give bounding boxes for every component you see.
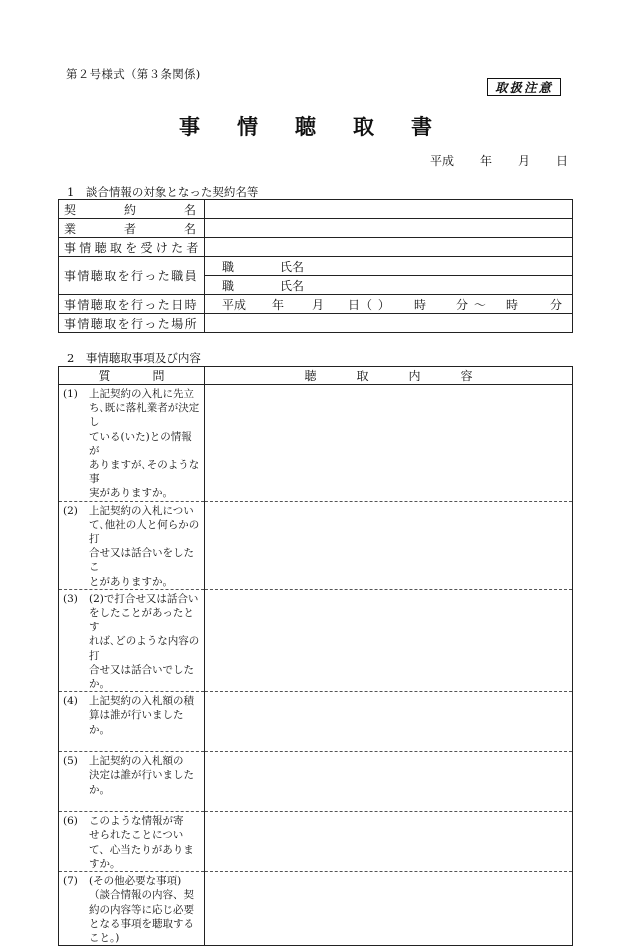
label-vendor-name: 業 者 名 bbox=[59, 219, 205, 238]
question-3: (3) (2)で打合せ又は話合い をしたことがあったとす れば､どのような内容の打 合せ又は話合いでしたか。 bbox=[59, 589, 205, 691]
field-datetime[interactable]: 平成 年 月 日（ ） 時 分 〜 時 分 bbox=[205, 295, 573, 314]
header-question: 質 問 bbox=[59, 367, 205, 385]
answer-7[interactable] bbox=[205, 872, 573, 946]
table-header-row bbox=[59, 367, 573, 385]
interview-items-table bbox=[58, 366, 573, 946]
row-contract-name bbox=[59, 200, 573, 219]
answer-2[interactable] bbox=[205, 501, 573, 589]
row-place bbox=[59, 314, 573, 333]
date-era: 平成 bbox=[430, 154, 455, 168]
label-contract-name: 契 約 名 bbox=[59, 200, 205, 219]
answer-4[interactable] bbox=[205, 692, 573, 752]
row-staff-1 bbox=[59, 257, 573, 276]
field-interviewee[interactable] bbox=[205, 238, 573, 257]
section2-title: 2 事情聴取事項及び内容 bbox=[67, 351, 201, 365]
field-staff-2[interactable]: 職 氏名 bbox=[205, 276, 573, 295]
label-datetime: 事情聴取を行った日時 bbox=[59, 295, 205, 314]
handling-caution-stamp: 取扱注意 bbox=[487, 78, 561, 96]
answer-1[interactable] bbox=[205, 385, 573, 502]
answer-3[interactable] bbox=[205, 589, 573, 691]
date-line bbox=[430, 152, 568, 169]
field-contract-name[interactable] bbox=[205, 200, 573, 219]
row-interviewee bbox=[59, 238, 573, 257]
date-month: 月 bbox=[518, 154, 531, 168]
answer-6[interactable] bbox=[205, 812, 573, 872]
question-row-4 bbox=[59, 692, 573, 752]
question-row-6 bbox=[59, 812, 573, 872]
label-interviewee: 事情聴取を受けた者 bbox=[59, 238, 205, 257]
question-4: (4) 上記契約の入札額の積 算は誰が行いましたか。 bbox=[59, 692, 205, 752]
form-number: 第２号様式（第３条関係) bbox=[66, 67, 201, 81]
question-row-2 bbox=[59, 501, 573, 589]
question-7: (7) (その他必要な事項) （談合情報の内容、契 約の内容等に応じ必要 となる事項を聴取する こと。) bbox=[59, 872, 205, 946]
question-6: (6) このような情報が寄 せられたことについ て、心当たりがありま すか。 bbox=[59, 812, 205, 872]
header-content: 聴 取 内 容 bbox=[205, 367, 573, 385]
date-year: 年 bbox=[480, 154, 493, 168]
label-place: 事情聴取を行った場所 bbox=[59, 314, 205, 333]
date-day: 日 bbox=[556, 154, 569, 168]
question-row-3 bbox=[59, 589, 573, 691]
field-staff-1[interactable]: 職 氏名 bbox=[205, 257, 573, 276]
question-row-1 bbox=[59, 385, 573, 502]
section1-title: 1 談合情報の対象となった契約名等 bbox=[67, 185, 259, 199]
question-1: (1) 上記契約の入札に先立 ち､既に落札業者が決定し ている(いた)との情報が ありますが､そのような事 実がありますか。 bbox=[59, 385, 205, 502]
document-title: 事情聴取書 bbox=[179, 114, 469, 139]
question-row-5 bbox=[59, 752, 573, 812]
question-row-7 bbox=[59, 872, 573, 946]
question-2: (2) 上記契約の入札につい て､他社の人と何らかの打 合せ又は話合いをしたこ とがありますか。 bbox=[59, 501, 205, 589]
field-place[interactable] bbox=[205, 314, 573, 333]
answer-5[interactable] bbox=[205, 752, 573, 812]
contract-info-table bbox=[58, 199, 573, 333]
field-vendor-name[interactable] bbox=[205, 219, 573, 238]
row-datetime bbox=[59, 295, 573, 314]
question-5: (5) 上記契約の入札額の 決定は誰が行いました か。 bbox=[59, 752, 205, 812]
row-vendor-name bbox=[59, 219, 573, 238]
label-staff: 事情聴取を行った職員 bbox=[59, 257, 205, 295]
